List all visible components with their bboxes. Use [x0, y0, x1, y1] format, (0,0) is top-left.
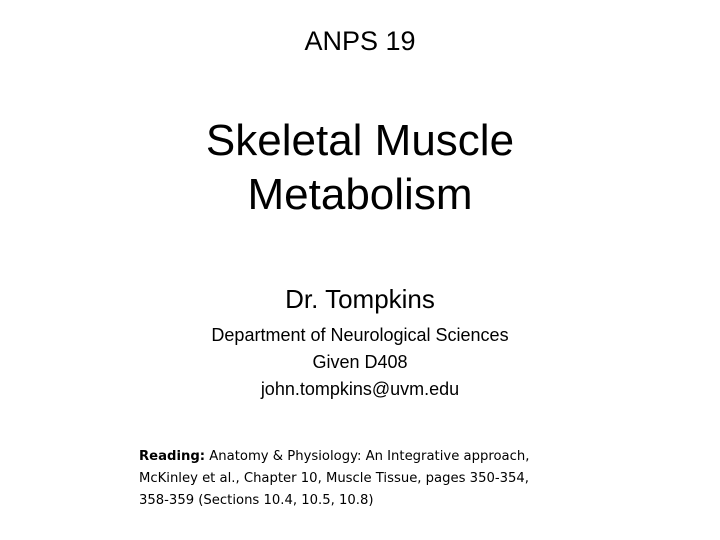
reading-line: McKinley et al., Chapter 10, Muscle Tissue, pages 350-354,	[139, 471, 529, 486]
office: Given D408	[312, 352, 408, 372]
course-code: ANPS 19	[304, 26, 416, 56]
department: Department of Neurological Sciences	[211, 325, 509, 345]
reading-line: 358-359 (Sections 10.4, 10.5, 10.8)	[139, 493, 374, 508]
reading-note	[139, 446, 589, 512]
contact-block	[0, 322, 720, 403]
reading-label: Reading:	[139, 449, 206, 464]
author-name: Dr. Tompkins	[285, 284, 435, 314]
slide-title-line: Skeletal Muscle	[205, 116, 515, 165]
slide-title-line: Metabolism	[247, 170, 473, 219]
slide-title	[0, 114, 720, 222]
email: john.tompkins@uvm.edu	[260, 379, 460, 399]
reading-line: Anatomy & Physiology: An Integrative approach,	[209, 449, 530, 464]
